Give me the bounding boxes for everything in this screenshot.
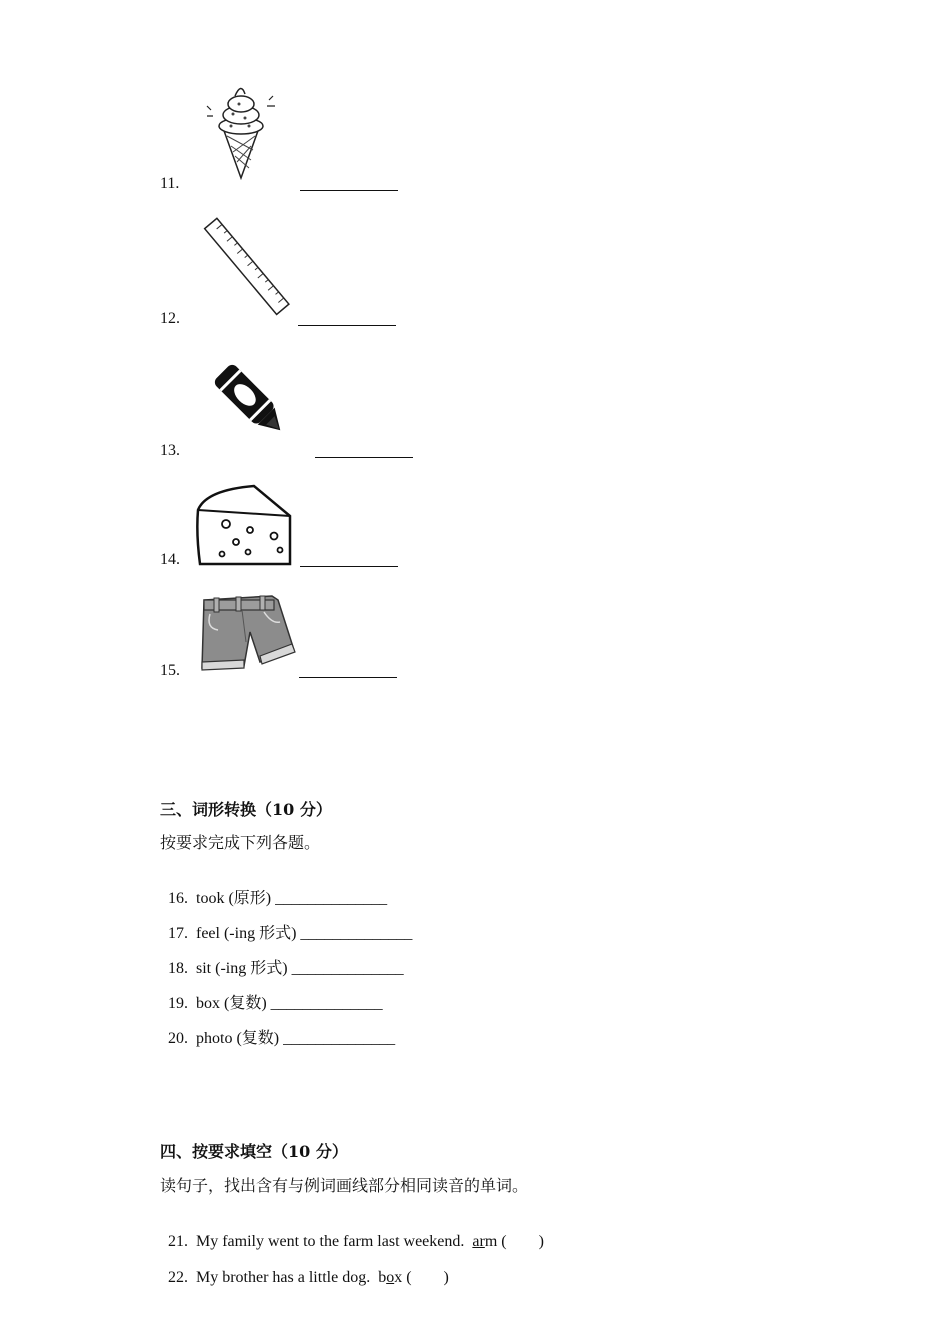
question-sentence: My family went to the farm last weekend. bbox=[196, 1233, 465, 1250]
item-number: 15. bbox=[160, 662, 180, 679]
answer-blank-20[interactable]: ______________ bbox=[283, 1030, 396, 1047]
item-number: 13. bbox=[160, 442, 180, 459]
answer-paren-21[interactable]: ( ) bbox=[501, 1233, 544, 1250]
question-text: took (原形) bbox=[196, 890, 272, 907]
section-4-instruction: 读句子，找出含有与例词画线部分相同读音的单词。 bbox=[160, 1178, 529, 1195]
answer-blank-17[interactable]: ______________ bbox=[300, 925, 413, 942]
section-3-heading: 三、词形转换（10 分） bbox=[160, 800, 332, 819]
answer-blank-11[interactable] bbox=[300, 190, 398, 191]
ruler-icon bbox=[198, 208, 294, 326]
answer-blank-19[interactable]: ______________ bbox=[270, 995, 383, 1012]
question-number: 18. bbox=[168, 960, 188, 977]
item-number: 14. bbox=[160, 551, 180, 568]
question-22 bbox=[160, 1248, 449, 1288]
question-sentence: My brother has a little dog. bbox=[196, 1269, 371, 1286]
example-word-rest: m bbox=[484, 1233, 498, 1250]
question-text: box (复数) bbox=[196, 995, 267, 1012]
question-number: 16. bbox=[168, 890, 188, 907]
example-word bbox=[378, 1269, 402, 1286]
cheese-icon bbox=[194, 484, 294, 566]
question-number: 21. bbox=[168, 1233, 188, 1250]
question-18 bbox=[160, 939, 404, 979]
question-19 bbox=[160, 974, 383, 1014]
question-number: 19. bbox=[168, 995, 188, 1012]
example-word-underlined: o bbox=[386, 1269, 395, 1286]
example-word-underlined: ar bbox=[472, 1233, 485, 1250]
section-4-heading: 四、按要求填空（10 分） bbox=[160, 1142, 348, 1161]
answer-blank-16[interactable]: ______________ bbox=[275, 890, 388, 907]
crayon-icon bbox=[212, 362, 292, 442]
question-number: 22. bbox=[168, 1269, 188, 1286]
question-number: 20. bbox=[168, 1030, 188, 1047]
answer-blank-14[interactable] bbox=[300, 566, 398, 567]
question-text: sit (-ing 形式) bbox=[196, 960, 288, 977]
question-17 bbox=[160, 904, 412, 944]
answer-blank-13[interactable] bbox=[315, 457, 413, 458]
question-21 bbox=[160, 1212, 544, 1252]
answer-blank-15[interactable] bbox=[299, 677, 397, 678]
section-3-instruction: 按要求完成下列各题。 bbox=[160, 835, 321, 852]
ice-cream-cone-icon bbox=[205, 80, 277, 180]
question-20 bbox=[160, 1009, 395, 1049]
answer-blank-12[interactable] bbox=[298, 325, 396, 326]
example-word-rest: x bbox=[394, 1269, 403, 1286]
question-text: feel (-ing 形式) bbox=[196, 925, 297, 942]
example-word-pre: b bbox=[378, 1269, 387, 1286]
shorts-icon bbox=[198, 592, 298, 674]
answer-blank-18[interactable]: ______________ bbox=[291, 960, 404, 977]
question-number: 17. bbox=[168, 925, 188, 942]
answer-paren-22[interactable]: ( ) bbox=[406, 1269, 449, 1286]
question-text: photo (复数) bbox=[196, 1030, 280, 1047]
example-word bbox=[472, 1233, 497, 1250]
item-number: 12. bbox=[160, 310, 180, 327]
question-16 bbox=[160, 869, 387, 909]
item-number: 11. bbox=[160, 175, 180, 192]
